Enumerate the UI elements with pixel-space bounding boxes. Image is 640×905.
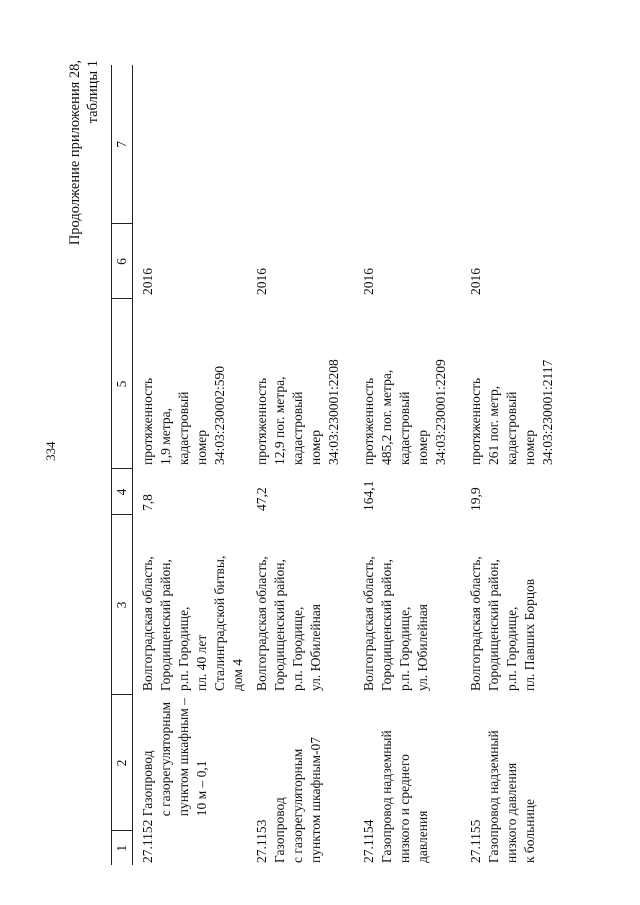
- caption-line-2: таблицы 1: [85, 60, 101, 124]
- header-col-5: 5: [112, 299, 133, 469]
- row-id-and-name: [247, 695, 354, 865]
- row-note: [461, 65, 568, 224]
- header-col-4: 4: [112, 469, 133, 515]
- page-number: 334: [43, 441, 58, 461]
- row-length: 7,8: [140, 494, 155, 511]
- row-year: 2016: [468, 268, 483, 295]
- table-row: [133, 65, 248, 865]
- row-length: 19,9: [468, 487, 483, 511]
- row-id: 27.1154: [361, 819, 376, 863]
- property-table: [111, 65, 568, 865]
- row-description: протяженность 261 пог. метр, кадастровый номер 34:03:230001:2117: [468, 359, 555, 465]
- row-location: Волгоградская область, Городищенский район, р.п. Городище, ул. Юбилейная: [254, 556, 323, 691]
- row-id-and-name: [461, 695, 568, 865]
- header-col-3: 3: [112, 515, 133, 695]
- header-col-1: 1: [112, 831, 133, 865]
- table-row: [247, 65, 354, 865]
- row-length: 47,2: [254, 487, 269, 511]
- row-name: Газопровод надземный низкого давления к больнице: [486, 730, 537, 863]
- table-row: [461, 65, 568, 865]
- row-note: [354, 65, 461, 224]
- row-id: 27.1155: [468, 819, 483, 863]
- row-id-and-name: [354, 695, 461, 865]
- table-caption: [66, 60, 102, 245]
- row-name: Газопровод надземный низкого и среднего давления: [379, 730, 430, 863]
- header-col-6: 6: [112, 224, 133, 299]
- row-length: 164,1: [361, 480, 376, 511]
- row-year: 2016: [361, 268, 376, 295]
- row-description: протяженность 1,9 метра, кадастровый номер 34:03:230002:590: [140, 365, 227, 465]
- row-description: протяженность 12,9 пог. метра, кадастровый номер 34:03:230001:2208: [254, 359, 341, 465]
- row-name: Газопровод с газорегуляторным пунктом шкафным – 10 м – 0,1: [140, 698, 209, 817]
- row-id-and-name: [133, 695, 248, 865]
- row-note: [247, 65, 354, 224]
- header-col-2: 2: [112, 695, 133, 831]
- row-location: Волгоградская область, Городищенский район, р.п. Городище, ул. Юбилейная: [361, 556, 430, 691]
- row-year: 2016: [254, 268, 269, 295]
- caption-line-1: Продолжение приложения 28,: [67, 60, 83, 246]
- header-col-7: 7: [112, 65, 133, 224]
- row-id: 27.1153: [254, 819, 269, 863]
- row-year: 2016: [140, 268, 155, 295]
- row-name: Газопровод с газорегуляторным пунктом шкафным-07: [272, 736, 323, 863]
- row-location: Волгоградская область, Городищенский район, р.п. Городище, пл. Павших Борцов: [468, 556, 537, 691]
- table-row: [354, 65, 461, 865]
- table-header-row: [112, 65, 133, 865]
- row-note: [133, 65, 248, 224]
- row-location: Волгоградская область, Городищенский район, р.п. Городище, пл. 40 лет Сталинградской битвы, дом 4: [140, 555, 245, 691]
- row-description: протяженность 485,2 пог. метра, кадастровый номер 34:03:230001:2209: [361, 359, 448, 465]
- row-id: 27.1152: [140, 819, 155, 863]
- table-container: [111, 65, 555, 865]
